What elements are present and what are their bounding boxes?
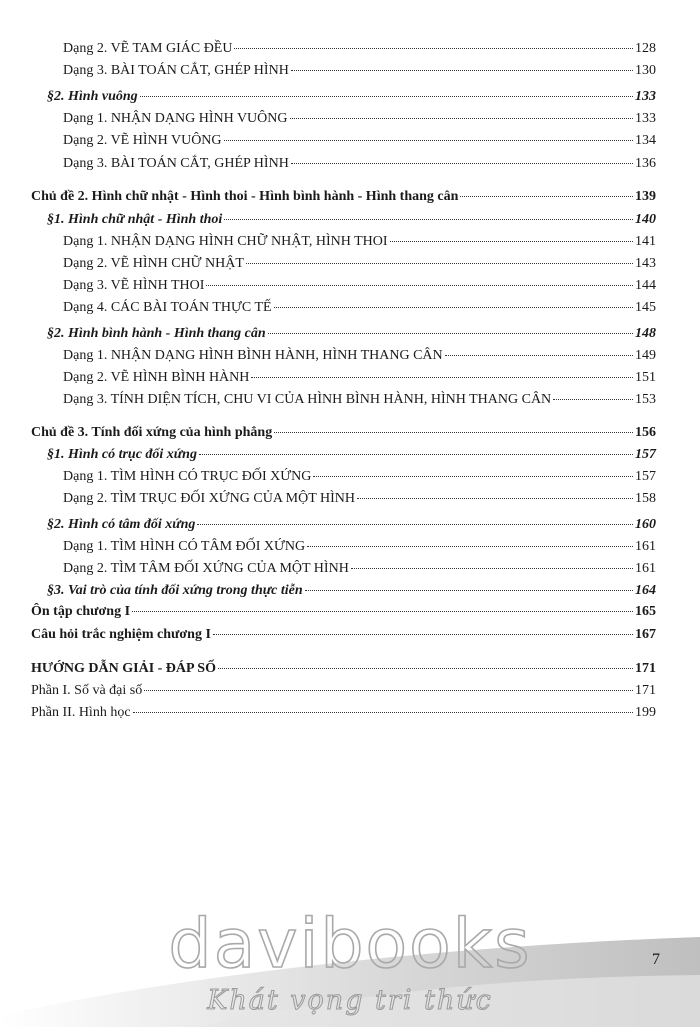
toc-entry-page: 161 — [635, 561, 656, 576]
toc-entry-title: Phần I. Số và đại số — [31, 683, 143, 698]
toc-entry — [47, 516, 656, 534]
toc-entry — [63, 391, 656, 409]
toc-entry — [47, 582, 656, 600]
toc-dot-leader — [132, 610, 633, 612]
toc-dot-leader — [251, 376, 633, 378]
toc-dot-leader — [218, 667, 633, 669]
toc-entry — [63, 468, 656, 486]
toc-dot-leader — [246, 262, 633, 264]
toc-entry-page: 157 — [635, 447, 656, 462]
toc-entry — [31, 603, 656, 621]
toc-entry-page: 149 — [635, 348, 656, 363]
toc-entry — [31, 188, 656, 206]
toc-dot-leader — [140, 95, 633, 97]
toc-entry-page: 156 — [635, 425, 656, 440]
toc-entry-title: Phần II. Hình học — [31, 705, 131, 720]
toc-entry-title: Dạng 1. NHẬN DẠNG HÌNH VUÔNG — [63, 111, 288, 126]
toc-entry — [31, 682, 656, 700]
watermark-brand: davibooks — [168, 905, 532, 984]
toc-entry-title: Dạng 2. VẼ TAM GIÁC ĐỀU — [63, 41, 233, 56]
toc-entry-page: 133 — [635, 89, 656, 104]
toc-entry — [63, 299, 656, 317]
toc-entry — [31, 626, 656, 644]
toc-entry-page: 165 — [635, 604, 656, 619]
toc-entry-title: §1. Hình chữ nhật - Hình thoi — [47, 212, 223, 227]
toc-entry-title: Dạng 1. NHẬN DẠNG HÌNH CHỮ NHẬT, HÌNH THOI — [63, 234, 388, 249]
toc-entry — [47, 325, 656, 343]
toc-dot-leader — [291, 162, 633, 164]
toc-entry — [63, 347, 656, 365]
toc-entry-page: 164 — [635, 583, 656, 598]
toc-dot-leader — [268, 332, 633, 334]
toc-entry-page: 171 — [635, 661, 656, 676]
toc-entry — [63, 255, 656, 273]
toc-entry-title: Chủ đề 3. Tính đối xứng của hình phẳng — [31, 425, 273, 440]
toc-entry-page: 141 — [635, 234, 656, 249]
toc-dot-leader — [274, 431, 633, 433]
toc-entry-page: 140 — [635, 212, 656, 227]
toc-dot-leader — [144, 689, 633, 691]
toc-dot-leader — [390, 240, 633, 242]
toc-dot-leader — [351, 567, 633, 569]
toc-entry — [63, 490, 656, 508]
toc-dot-leader — [234, 47, 633, 49]
toc-dot-leader — [445, 354, 633, 356]
toc-dot-leader — [313, 475, 633, 477]
toc-entry-title: Dạng 2. TÌM TRỤC ĐỐI XỨNG CỦA MỘT HÌNH — [63, 491, 356, 506]
toc-dot-leader — [274, 306, 633, 308]
toc-entry — [31, 704, 656, 722]
toc-dot-leader — [224, 139, 633, 141]
toc-entry — [63, 233, 656, 251]
toc-entry-title: Dạng 3. BÀI TOÁN CẮT, GHÉP HÌNH — [63, 156, 289, 171]
toc-entry-page: 157 — [635, 469, 656, 484]
toc-entry — [63, 110, 656, 128]
toc-dot-leader — [197, 523, 633, 525]
toc-entry-page: 151 — [635, 370, 656, 385]
toc-dot-leader — [206, 284, 633, 286]
toc-entry-title: Dạng 4. CÁC BÀI TOÁN THỰC TẾ — [63, 300, 272, 315]
toc-entry-title: Dạng 2. VẼ HÌNH VUÔNG — [63, 133, 222, 148]
toc-entry — [63, 277, 656, 295]
toc-entry-page: 171 — [635, 683, 656, 698]
toc-entry-page: 144 — [635, 278, 656, 293]
toc-entry-page: 130 — [635, 63, 656, 78]
toc-entry-page: 143 — [635, 256, 656, 271]
toc-entry — [31, 424, 656, 442]
toc-entry-page: 134 — [635, 133, 656, 148]
toc-dot-leader — [460, 195, 633, 197]
toc-entry-page: 167 — [635, 627, 656, 642]
toc-entry-page: 161 — [635, 539, 656, 554]
toc-entry — [63, 369, 656, 387]
toc-entry-title: Dạng 2. VẼ HÌNH CHỮ NHẬT — [63, 256, 244, 271]
toc-entry-page: 133 — [635, 111, 656, 126]
toc-entry — [47, 211, 656, 229]
toc-entry-title: §2. Hình có tâm đối xứng — [47, 517, 196, 532]
toc-entry-title: Chủ đề 2. Hình chữ nhật - Hình thoi - Hình bình hành - Hình thang cân — [31, 189, 459, 204]
toc-dot-leader — [213, 633, 633, 635]
toc-entry-title: §1. Hình có trục đối xứng — [47, 447, 197, 462]
toc-entry-page: 136 — [635, 156, 656, 171]
toc-entry-page: 158 — [635, 491, 656, 506]
toc-dot-leader — [224, 218, 633, 220]
watermark-slogan: Khát vọng tri thức — [207, 985, 493, 1016]
toc-entry-title: Dạng 2. TÌM TÂM ĐỐI XỨNG CỦA MỘT HÌNH — [63, 561, 349, 576]
toc-entry — [63, 40, 656, 58]
toc-dot-leader — [133, 711, 633, 713]
toc-entry — [63, 62, 656, 80]
toc-entry-page: 153 — [635, 392, 656, 407]
toc-entry-title: Câu hỏi trắc nghiệm chương I — [31, 627, 211, 642]
toc-entry-title: Dạng 3. BÀI TOÁN CẮT, GHÉP HÌNH — [63, 63, 289, 78]
toc-entry-title: Dạng 1. NHẬN DẠNG HÌNH BÌNH HÀNH, HÌNH THANG CÂN — [63, 348, 443, 363]
toc-dot-leader — [290, 117, 634, 119]
toc-entry-page: 139 — [635, 189, 656, 204]
toc-entry-page: 148 — [635, 326, 656, 341]
toc-dot-leader — [307, 545, 633, 547]
toc-entry — [47, 88, 656, 106]
toc-entry-page: 145 — [635, 300, 656, 315]
toc-entry-title: §2. Hình vuông — [47, 89, 138, 104]
toc-dot-leader — [305, 589, 633, 591]
toc-entry — [63, 538, 656, 556]
toc-entry-title: Dạng 3. TÍNH DIỆN TÍCH, CHU VI CỦA HÌNH BÌNH HÀNH, HÌNH THANG CÂN — [63, 392, 552, 407]
toc-entry-page: 160 — [635, 517, 656, 532]
page-number: 7 — [652, 951, 660, 968]
toc-dot-leader — [553, 398, 633, 400]
toc-entry — [63, 560, 656, 578]
toc-dot-leader — [357, 497, 633, 499]
toc-entry — [47, 446, 656, 464]
toc-entry-title: Ôn tập chương I — [31, 604, 131, 619]
toc-entry-title: HƯỚNG DẪN GIẢI - ĐÁP SỐ — [31, 661, 216, 676]
toc-entry-title: Dạng 1. TÌM HÌNH CÓ TÂM ĐỐI XỨNG — [63, 539, 306, 554]
toc-entry-page: 199 — [635, 705, 656, 720]
toc-entry-title: §3. Vai trò của tính đối xứng trong thực tiễn — [47, 583, 303, 598]
toc-dot-leader — [199, 453, 633, 455]
toc-entry-title: §2. Hình bình hành - Hình thang cân — [47, 326, 266, 341]
toc-dot-leader — [291, 69, 633, 71]
toc-entry — [63, 155, 656, 173]
toc-entry-title: Dạng 2. VẼ HÌNH BÌNH HÀNH — [63, 370, 250, 385]
toc-entry-title: Dạng 1. TÌM HÌNH CÓ TRỤC ĐỐI XỨNG — [63, 469, 312, 484]
toc-entry-page: 128 — [635, 41, 656, 56]
toc-entry — [63, 132, 656, 150]
toc-entry — [31, 660, 656, 678]
toc-entry-title: Dạng 3. VẼ HÌNH THOI — [63, 278, 205, 293]
